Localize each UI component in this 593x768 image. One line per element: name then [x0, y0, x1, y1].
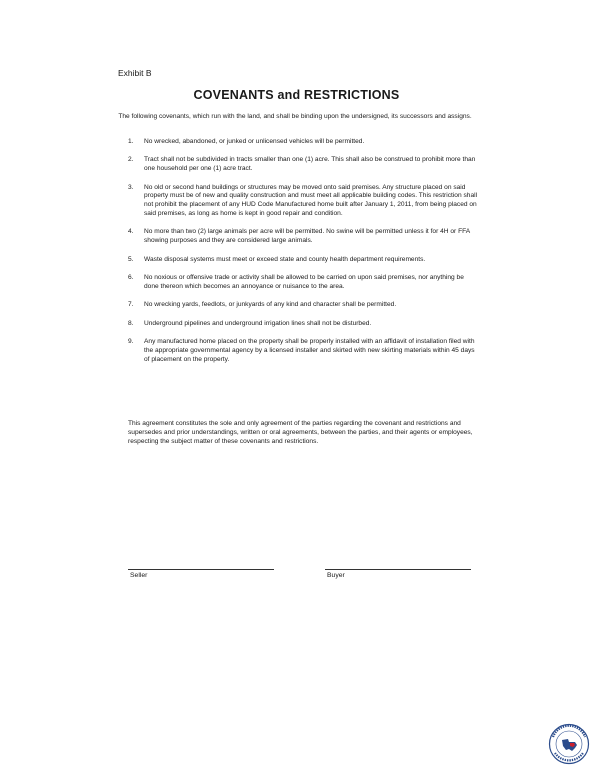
buyer-signature-line[interactable] — [325, 569, 471, 570]
covenant-item — [128, 256, 478, 265]
item-number: 3. — [128, 183, 134, 191]
covenant-item — [128, 301, 478, 310]
item-number: 9. — [128, 337, 134, 345]
covenant-item — [128, 228, 478, 246]
item-text: No wrecked, abandoned, or junked or unlicensed vehicles will be permitted. — [144, 138, 365, 145]
seal-logo-icon — [548, 723, 590, 765]
covenant-item — [128, 156, 478, 174]
item-text: No noxious or offensive trade or activity shall be allowed to be carried on upon said premises, nor anything be done thereon which becomes an annoyance or nuisance to the area. — [144, 273, 464, 290]
item-text: Underground pipelines and underground irrigation lines shall not be disturbed. — [144, 319, 372, 327]
covenant-item — [128, 138, 478, 147]
item-number: 1. — [128, 138, 134, 145]
item-text: No wrecking yards, feedlots, or junkyards of any kind and character shall be permitted. — [144, 301, 397, 309]
seller-signature-line[interactable] — [128, 569, 274, 570]
document-title: COVENANTS and RESTRICTIONS — [193, 88, 400, 102]
intro-paragraph: The following covenants, which run with the land, and shall be binding upon the undersigned, its successors and assigns. — [118, 113, 472, 120]
buyer-label: Buyer — [327, 572, 345, 579]
item-number: 8. — [128, 319, 134, 327]
item-text: Tract shall not be subdivided in tracts smaller than one (1) acre. This shall also be construed to prohibit more than one household per one (1) acre tract. — [144, 156, 476, 173]
item-number: 7. — [128, 301, 134, 309]
closing-paragraph: This agreement constitutes the sole and only agreement of the parties regarding the covenant and restrictions and supersedes and prior understandings, written or oral agreements, between the parties, and their agents or employees, respecting the subject matter of these covenants and restrictions. — [128, 420, 473, 445]
item-text: Any manufactured home placed on the property shall be properly installed with an affidavit of installation filed with the appropriate governmental agency by a licensed installer and skirted with new skirting materials within 45 days of placement on the property. — [144, 337, 475, 363]
item-number: 6. — [128, 273, 134, 281]
item-number: 4. — [128, 228, 134, 236]
seller-label: Seller — [130, 572, 148, 579]
exhibit-label: Exhibit B — [118, 68, 152, 78]
covenant-list — [128, 138, 478, 374]
item-text: No more than two (2) large animals per acre will be permitted. No swine will be permitted unless it for 4H or FFA showing purposes and they are considered large animals. — [144, 228, 470, 245]
item-text: Waste disposal systems must meet or exceed state and county health department requirements. — [144, 255, 426, 263]
covenant-item — [128, 338, 478, 364]
item-text: No old or second hand buildings or structures may be moved onto said premises. Any structure placed on said property must be of new and quality construction and must meet all applicable building codes. This restriction shall not prohibit the placement of any HUD Code Manufactured home built after January 1, 2011, from being placed on said premises, as long as home is kept in good repair and condition. — [144, 183, 478, 217]
item-number: 5. — [128, 255, 134, 263]
covenant-item — [128, 320, 478, 329]
covenant-item — [128, 274, 478, 292]
covenant-item — [128, 184, 478, 219]
item-number: 2. — [128, 156, 134, 164]
